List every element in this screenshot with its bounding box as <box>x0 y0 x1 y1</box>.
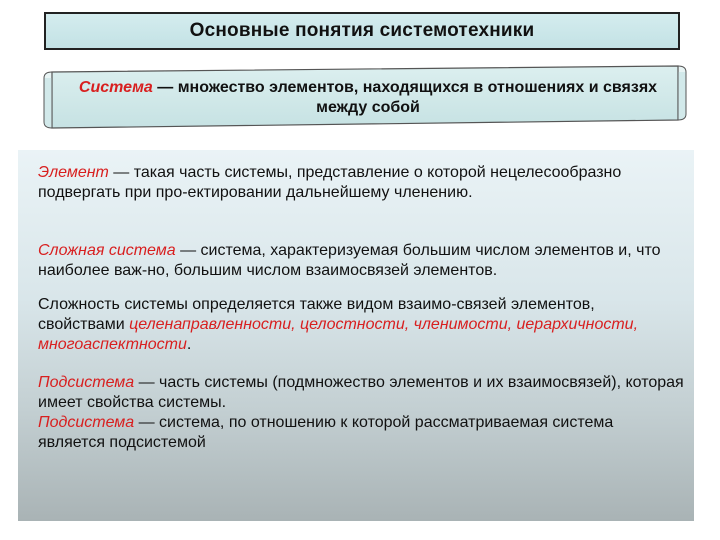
system-definition-text: — множество элементов, находящихся в отношениях и связях между собой <box>152 79 658 116</box>
element-text: — такая часть системы, представление о которой нецелесообразно подвергать при про-ектировании дальнейшему членению. <box>38 164 622 201</box>
subsystem-term-1: Подсистема <box>38 374 135 391</box>
complexity-end: . <box>186 336 192 353</box>
complexity-properties: целенаправленности, целостности, членимости, иерархичности, многоаспектности <box>38 316 639 353</box>
system-definition <box>68 78 668 118</box>
complex-system-text: — система, характеризуемая большим числом элементов и, что наиболее важ-но, большим числом взаимосвязей элементов. <box>38 242 661 279</box>
complex-system-paragraph <box>38 241 684 281</box>
complexity-paragraph <box>38 295 684 355</box>
complexity-text: Сложность системы определяется также видом взаимо-связей элементов, свойствами <box>38 296 595 333</box>
subsystem-text-1: — часть системы (подмножество элементов и их взаимосвязей), которая имеет свойства системы. <box>38 374 684 411</box>
system-term: Система <box>78 79 153 96</box>
subsystem-paragraph <box>38 373 684 453</box>
page-title: Основные понятия системотехники <box>189 20 535 41</box>
element-term: Элемент <box>38 164 109 181</box>
subsystem-term-2: Подсистема <box>38 414 135 431</box>
content-panel <box>18 150 694 521</box>
definition-scroll-banner <box>38 62 690 142</box>
element-paragraph <box>38 163 684 203</box>
title-box <box>44 12 680 50</box>
subsystem-text-2: — система, по отношению к которой рассматриваемая система является подсистемой <box>38 414 614 451</box>
complex-system-term: Сложная система <box>38 242 176 259</box>
